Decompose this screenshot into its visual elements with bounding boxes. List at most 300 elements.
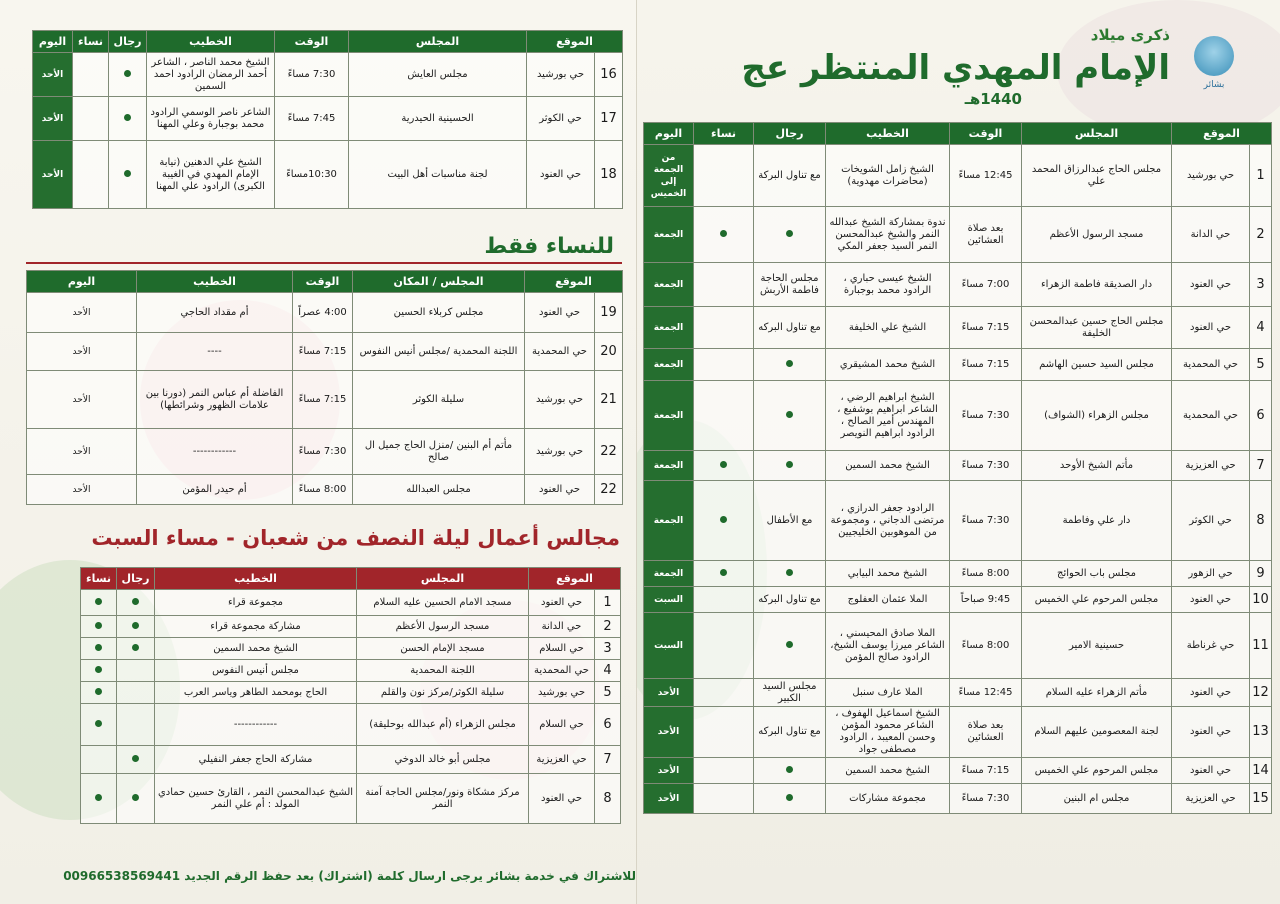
cell-women (81, 774, 117, 824)
cell-men (117, 660, 155, 682)
row-number: 17 (595, 97, 623, 141)
cell-women (81, 704, 117, 746)
cell-location: حي بورشيد (1172, 145, 1250, 207)
cell-location: حي العنود (1172, 707, 1250, 758)
cell-men (117, 616, 155, 638)
cell-speaker: الشيخ محمد السمين (826, 451, 950, 481)
cell-speaker: ---- (137, 333, 293, 371)
column-header: رجال (754, 123, 826, 145)
cell-men (754, 784, 826, 814)
table-row (33, 141, 623, 209)
cell-time: 12:45 مساءً (950, 145, 1022, 207)
cell-location: حي غرناطة (1172, 613, 1250, 679)
cell-time: 7:30 مساءً (950, 381, 1022, 451)
cell-speaker: الشيخ علي الخليفة (826, 307, 950, 349)
women-schedule-table (26, 270, 623, 505)
cell-time: 7:30 مساءً (950, 784, 1022, 814)
cell-time: 7:15 مساءً (293, 371, 353, 429)
cell-time: بعد صلاة العشائين (950, 207, 1022, 263)
cell-day: الجمعة (644, 481, 694, 561)
cell-women (694, 784, 754, 814)
table-row (33, 97, 623, 141)
column-header: المجلس (349, 31, 527, 53)
row-number: 6 (595, 704, 621, 746)
cell-time: 8:00 مساءً (950, 613, 1022, 679)
dot-icon (124, 114, 131, 121)
cell-speaker: الشيخ عبدالمحسن النمر ، القارئ حسين حمادي المولد : أم علي النمر (155, 774, 357, 824)
cell-speaker: ------------ (155, 704, 357, 746)
row-number: 8 (595, 774, 621, 824)
table-row (27, 371, 623, 429)
cell-women (81, 590, 117, 616)
cell-women (81, 616, 117, 638)
cell-men (754, 207, 826, 263)
table-row (27, 429, 623, 475)
table-row (644, 145, 1272, 207)
row-number: 22 (595, 429, 623, 475)
row-number: 6 (1250, 381, 1272, 451)
cell-women (694, 758, 754, 784)
row-number: 16 (595, 53, 623, 97)
cell-location: حي المحمدية (525, 333, 595, 371)
cell-men (109, 53, 147, 97)
cell-men (754, 349, 826, 381)
dot-icon (720, 461, 727, 468)
dot-icon (95, 666, 102, 673)
cell-day: السبت (644, 613, 694, 679)
cell-location: حي السلام (529, 704, 595, 746)
column-header: الخطيب (137, 271, 293, 293)
cell-location: حي الدانة (1172, 207, 1250, 263)
cell-men (117, 638, 155, 660)
column-header: الموقع (527, 31, 623, 53)
cell-day: الأحد (644, 679, 694, 707)
cell-men (754, 613, 826, 679)
column-header: نساء (81, 568, 117, 590)
dot-icon (95, 598, 102, 605)
row-number: 5 (1250, 349, 1272, 381)
table-row (644, 307, 1272, 349)
cell-speaker: أم حيدر المؤمن (137, 475, 293, 505)
cell-day: الأحد (33, 141, 73, 209)
cell-majlis: مجلس ام البنين (1022, 784, 1172, 814)
cell-majlis: اللجنة المحمدية (357, 660, 529, 682)
row-number: 20 (595, 333, 623, 371)
schedule-table-continued (32, 30, 623, 209)
row-number: 7 (1250, 451, 1272, 481)
table-header (27, 271, 623, 293)
cell-women (73, 141, 109, 209)
women-section-title: للنساء فقط (484, 234, 614, 259)
logo (1190, 36, 1238, 126)
cell-speaker: أم مقداد الحاجي (137, 293, 293, 333)
subscription-footer: للاشتراك في خدمة بشائر يرجى ارسال كلمة (اشتراك) بعد حفظ الرقم الجديد 00966538569441 (63, 869, 636, 883)
cell-women (694, 145, 754, 207)
cell-location: حي بورشيد (527, 53, 595, 97)
cell-location: حي السلام (529, 638, 595, 660)
table-row (33, 53, 623, 97)
cell-men: مع تناول البركه (754, 307, 826, 349)
cell-speaker: الشيخ محمد السمين (826, 758, 950, 784)
cell-location: حي بورشيد (525, 371, 595, 429)
cell-men: مع الأطفال (754, 481, 826, 561)
cell-men (117, 774, 155, 824)
table-row (644, 784, 1272, 814)
cell-day: الأحد (27, 429, 137, 475)
cell-day: الجمعة (644, 307, 694, 349)
cell-location: حي المحمدية (1172, 349, 1250, 381)
cell-day: الجمعة (644, 381, 694, 451)
dot-icon (786, 360, 793, 367)
table-row (644, 613, 1272, 679)
cell-majlis: مجلس باب الحوائج (1022, 561, 1172, 587)
column-header: اليوم (644, 123, 694, 145)
cell-men: مع تناول البركه (754, 587, 826, 613)
cell-speaker: الشيخ علي الدهنين (نيابة الإمام المهدي في الغيبة الكبرى) الرادود علي المهنا (147, 141, 275, 209)
dot-icon (786, 766, 793, 773)
dot-icon (124, 170, 131, 177)
shaban-schedule-table (80, 567, 621, 824)
cell-majlis: مأتم أم البنين /منزل الحاج جميل ال صالح (353, 429, 525, 475)
table-row (27, 475, 623, 505)
cell-speaker: الحاج بومحمد الطاهر وياسر العرب (155, 682, 357, 704)
cell-majlis: مجلس الحاج عبدالرزاق المحمد علي (1022, 145, 1172, 207)
table-row (81, 774, 621, 824)
dot-icon (720, 230, 727, 237)
cell-women (694, 679, 754, 707)
table-row (81, 616, 621, 638)
row-number: 11 (1250, 613, 1272, 679)
cell-majlis: مجلس السيد حسين الهاشم (1022, 349, 1172, 381)
cell-women (694, 207, 754, 263)
column-header: نساء (73, 31, 109, 53)
cell-location: حي بورشيد (529, 682, 595, 704)
cell-majlis: مجلس الزهراء (أم عبدالله بوحليقة) (357, 704, 529, 746)
row-number: 2 (595, 616, 621, 638)
cell-majlis: لجنة مناسبات أهل البيت (349, 141, 527, 209)
cell-majlis: مجلس أبو خالد الدوخي (357, 746, 529, 774)
page-title: الإمام المهدي المنتظر عج (741, 48, 1170, 88)
column-header: الموقع (529, 568, 621, 590)
cell-speaker: مجلس أنيس النفوس (155, 660, 357, 682)
cell-time: 7:30 مساءً (950, 451, 1022, 481)
cell-speaker: ندوة بمشاركة الشيخ عبدالله النمر والشيخ عبدالمحسن النمر السيد جعفر المكي (826, 207, 950, 263)
cell-location: حي العنود (525, 475, 595, 505)
cell-time: 12:45 مساءً (950, 679, 1022, 707)
cell-location: حي العزيزية (1172, 451, 1250, 481)
cell-women (694, 381, 754, 451)
cell-location: حي العنود (1172, 263, 1250, 307)
row-number: 1 (595, 590, 621, 616)
cell-time: 7:30 مساءً (950, 481, 1022, 561)
column-header: الموقع (1172, 123, 1272, 145)
cell-day: الأحد (27, 293, 137, 333)
cell-women (81, 638, 117, 660)
table-row (27, 293, 623, 333)
cell-majlis: مسجد الرسول الأعظم (1022, 207, 1172, 263)
cell-men (117, 590, 155, 616)
cell-majlis: مجلس الحاج حسين عبدالمحسن الخليفة (1022, 307, 1172, 349)
cell-speaker: الشيخ ابراهيم الرضي ، الشاعر ابراهيم بوشفيع ، المهندس أمير الصالح ، الرادود ابراهيم النويصر (826, 381, 950, 451)
cell-men (117, 704, 155, 746)
cell-time: 9:45 صباحاً (950, 587, 1022, 613)
cell-location: حي العنود (527, 141, 595, 209)
table-row (644, 381, 1272, 451)
cell-women (81, 660, 117, 682)
row-number: 8 (1250, 481, 1272, 561)
cell-men (754, 561, 826, 587)
dot-icon (132, 794, 139, 801)
table-row (644, 349, 1272, 381)
dot-icon (786, 794, 793, 801)
cell-men: مجلس الحاجة فاطمة الأربش (754, 263, 826, 307)
cell-speaker: مشاركة الحاج جعفر النفيلي (155, 746, 357, 774)
cell-location: حي العزيزية (529, 746, 595, 774)
cell-time: 7:30 مساءً (293, 429, 353, 475)
cell-location: حي الكوثر (1172, 481, 1250, 561)
header-year: 1440هـ (964, 90, 1022, 108)
column-header: الوقت (275, 31, 349, 53)
cell-majlis: مجلس الزهراء (الشواف) (1022, 381, 1172, 451)
cell-location: حي العزيزية (1172, 784, 1250, 814)
shaban-section-title: مجالس أعمال ليلة النصف من شعبان - مساء السبت (91, 526, 620, 550)
cell-speaker: الشاعر ناصر الوسمي الرادود محمد بوجبارة وعلي المهنا (147, 97, 275, 141)
cell-day: الأحد (27, 333, 137, 371)
cell-men: مجلس السيد الكبير (754, 679, 826, 707)
cell-day: الجمعة (644, 207, 694, 263)
cell-majlis: سليلة الكوثر/مركز نون والقلم (357, 682, 529, 704)
column-header: الموقع (525, 271, 623, 293)
cell-majlis: سليلة الكوثر (353, 371, 525, 429)
cell-time: بعد صلاة العشائين (950, 707, 1022, 758)
table-row (644, 707, 1272, 758)
table-row (644, 679, 1272, 707)
cell-men: مع تناول البركه (754, 707, 826, 758)
table-row (644, 481, 1272, 561)
row-number: 9 (1250, 561, 1272, 587)
cell-majlis: مسجد الامام الحسين عليه السلام (357, 590, 529, 616)
cell-women (694, 263, 754, 307)
cell-time: 7:15 مساءً (950, 758, 1022, 784)
dot-icon (95, 794, 102, 801)
column-header: الوقت (293, 271, 353, 293)
table-header (33, 31, 623, 53)
row-number: 19 (595, 293, 623, 333)
row-number: 12 (1250, 679, 1272, 707)
table-row (644, 587, 1272, 613)
column-header: الخطيب (826, 123, 950, 145)
cell-speaker: مجموعة مشاركات (826, 784, 950, 814)
table-header (644, 123, 1272, 145)
cell-majlis: مجلس العايش (349, 53, 527, 97)
cell-majlis: الحسينية الحيدرية (349, 97, 527, 141)
cell-day: الجمعة (644, 349, 694, 381)
cell-location: حي المحمدية (1172, 381, 1250, 451)
column-header: المجلس (357, 568, 529, 590)
cell-speaker: الفاضلة أم عباس النمر (دورنا بين علامات الظهور وشرائطها) (137, 371, 293, 429)
row-number: 4 (595, 660, 621, 682)
column-header: المجلس / المكان (353, 271, 525, 293)
row-number: 2 (1250, 207, 1272, 263)
column-header: رجال (109, 31, 147, 53)
dot-icon (124, 70, 131, 77)
cell-men (754, 381, 826, 451)
cell-majlis: لجنة المعصومين عليهم السلام (1022, 707, 1172, 758)
row-number: 18 (595, 141, 623, 209)
cell-location: حي العنود (1172, 587, 1250, 613)
table-row (644, 451, 1272, 481)
cell-day: من الجمعة إلى الخميس (644, 145, 694, 207)
cell-day: الأحد (644, 784, 694, 814)
cell-women (694, 481, 754, 561)
cell-day: الأحد (33, 53, 73, 97)
row-number: 1 (1250, 145, 1272, 207)
cell-men (754, 758, 826, 784)
cell-majlis: حسينية الامير (1022, 613, 1172, 679)
column-header: رجال (117, 568, 155, 590)
cell-speaker: الشيخ محمد المشيقري (826, 349, 950, 381)
cell-day: الأحد (27, 475, 137, 505)
cell-speaker: الملا عارف سنبل (826, 679, 950, 707)
dot-icon (132, 755, 139, 762)
cell-women (694, 587, 754, 613)
row-number: 14 (1250, 758, 1272, 784)
cell-day: الأحد (644, 707, 694, 758)
cell-speaker: الملا صادق المحيسني ، الشاعر ميرزا يوسف الشيخ، الرادود صالح المؤمن (826, 613, 950, 679)
table-row (81, 746, 621, 774)
dot-icon (720, 569, 727, 576)
cell-women (73, 53, 109, 97)
cell-majlis: مجلس العبدالله (353, 475, 525, 505)
cell-speaker: الرادود جعفر الدرازي ، مرتضى الدجاني ، ومجموعة من الموهوبين الخليجيين (826, 481, 950, 561)
cell-speaker: الشيخ عيسى حباري ، الرادود محمد بوجبارة (826, 263, 950, 307)
cell-location: حي الدانة (529, 616, 595, 638)
table-row (644, 263, 1272, 307)
cell-speaker: الشيخ زامل الشويخات (محاضرات مهدوية) (826, 145, 950, 207)
cell-day: الأحد (33, 97, 73, 141)
schedule-table (643, 122, 1272, 814)
row-number: 4 (1250, 307, 1272, 349)
logo-text: بشائر (1203, 80, 1225, 90)
cell-location: حي العنود (1172, 679, 1250, 707)
cell-majlis: مأتم الشيخ الأوحد (1022, 451, 1172, 481)
cell-day: الأحد (27, 371, 137, 429)
header-subtitle: ذكرى ميلاد (1090, 26, 1170, 44)
table-row (81, 638, 621, 660)
cell-women (694, 707, 754, 758)
cell-location: حي بورشيد (525, 429, 595, 475)
cell-day: الجمعة (644, 451, 694, 481)
cell-majlis: دار علي وفاطمة (1022, 481, 1172, 561)
column-header: الخطيب (147, 31, 275, 53)
cell-location: حي العنود (1172, 758, 1250, 784)
row-number: 7 (595, 746, 621, 774)
row-number: 10 (1250, 587, 1272, 613)
cell-time: 4:00 عصراً (293, 293, 353, 333)
cell-men (117, 746, 155, 774)
divider (26, 262, 622, 264)
cell-speaker: الملا عثمان العفلوج (826, 587, 950, 613)
cell-time: 8:00 مساءً (293, 475, 353, 505)
dot-icon (132, 622, 139, 629)
table-row (81, 682, 621, 704)
dot-icon (786, 411, 793, 418)
cell-majlis: مجلس كربلاء الحسين (353, 293, 525, 333)
cell-majlis: دار الصديقة فاطمة الزهراء (1022, 263, 1172, 307)
cell-speaker: ------------ (137, 429, 293, 475)
column-header: نساء (694, 123, 754, 145)
cell-time: 7:30 مساءً (275, 53, 349, 97)
cell-majlis: مسجد الرسول الأعظم (357, 616, 529, 638)
cell-location: حي العنود (529, 774, 595, 824)
dot-icon (95, 622, 102, 629)
cell-women (694, 307, 754, 349)
cell-speaker: الشيخ محمد الناصر ، الشاعر أحمد الرمضان الرادود احمد السمين (147, 53, 275, 97)
logo-icon (1194, 36, 1234, 76)
cell-time: 7:15 مساءً (950, 349, 1022, 381)
cell-time: 7:15 مساءً (293, 333, 353, 371)
cell-majlis: مجلس المرحوم علي الخميس (1022, 758, 1172, 784)
cell-women (81, 682, 117, 704)
cell-majlis: مسجد الإمام الحسن (357, 638, 529, 660)
row-number: 3 (595, 638, 621, 660)
column-header: الوقت (950, 123, 1022, 145)
table-header (81, 568, 621, 590)
cell-women (694, 561, 754, 587)
dot-icon (720, 516, 727, 523)
dot-icon (95, 644, 102, 651)
cell-location: حي المحمدية (529, 660, 595, 682)
table-row (81, 660, 621, 682)
left-page (0, 0, 636, 904)
cell-majlis: اللجنة المحمدية /مجلس أنيس النفوس (353, 333, 525, 371)
right-page (636, 0, 1280, 904)
dot-icon (786, 569, 793, 576)
table-row (644, 207, 1272, 263)
cell-women (81, 746, 117, 774)
row-number: 3 (1250, 263, 1272, 307)
cell-time: 7:00 مساءً (950, 263, 1022, 307)
column-header: المجلس (1022, 123, 1172, 145)
header (741, 8, 1250, 118)
cell-speaker: الشيخ محمد البيابي (826, 561, 950, 587)
cell-day: الجمعة (644, 263, 694, 307)
cell-speaker: مشاركة مجموعة قراء (155, 616, 357, 638)
row-number: 13 (1250, 707, 1272, 758)
cell-location: حي العنود (525, 293, 595, 333)
row-number: 22 (595, 475, 623, 505)
cell-location: حي العنود (529, 590, 595, 616)
table-row (644, 561, 1272, 587)
column-header: الخطيب (155, 568, 357, 590)
table-row (81, 704, 621, 746)
row-number: 15 (1250, 784, 1272, 814)
table-row (81, 590, 621, 616)
row-number: 21 (595, 371, 623, 429)
cell-men (754, 451, 826, 481)
cell-men: مع تناول البركة (754, 145, 826, 207)
cell-majlis: مركز مشكاة ونور/مجلس الحاجة آمنة النمر (357, 774, 529, 824)
cell-time: 7:45 مساءً (275, 97, 349, 141)
table-row (644, 758, 1272, 784)
table-row (27, 333, 623, 371)
cell-men (109, 141, 147, 209)
dot-icon (95, 688, 102, 695)
cell-day: السبت (644, 587, 694, 613)
cell-majlis: مأتم الزهراء عليه السلام (1022, 679, 1172, 707)
cell-location: حي الزهور (1172, 561, 1250, 587)
dot-icon (786, 461, 793, 468)
